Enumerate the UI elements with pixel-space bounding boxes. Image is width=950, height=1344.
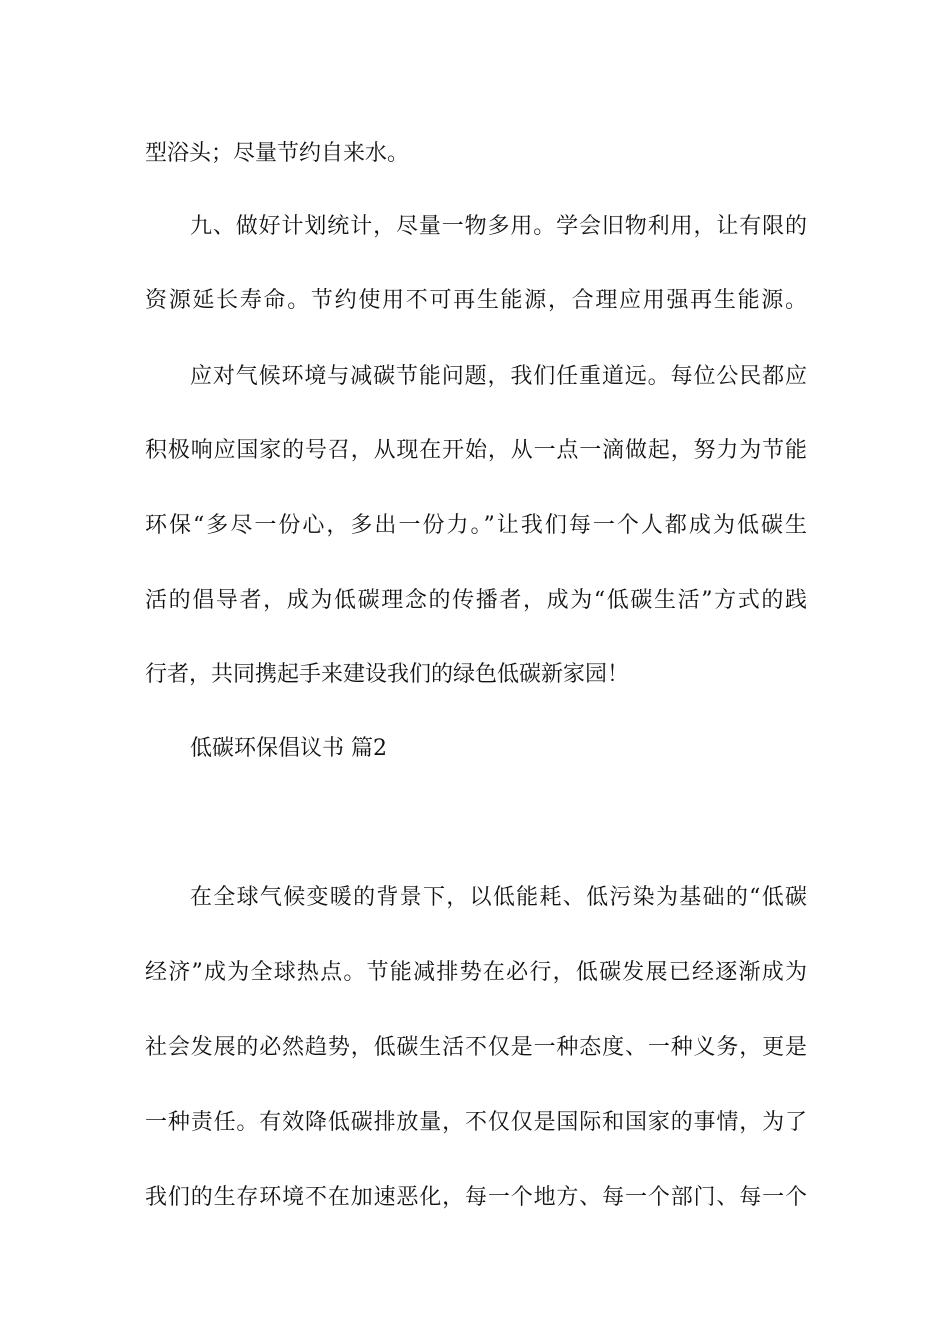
text-line: 社会发展的必然趋势，低碳生活不仅是一种态度、一种义务，更是 — [145, 1035, 807, 1060]
text-line: 我们的生存环境不在加速恶化，每一个地方、每一个部门、每一个 — [145, 1185, 807, 1210]
text-line: 九、做好计划统计，尽量一物多用。学会旧物利用，让有限的 — [190, 214, 807, 239]
text-line: 型浴头；尽量节约自来水。 — [145, 141, 410, 166]
text-line: 在全球气候变暖的背景下，以低能耗、低污染为基础的“低碳 — [190, 885, 807, 910]
text-line: 积极响应国家的号召，从现在开始，从一点一滴做起，努力为节能 — [145, 438, 807, 463]
text-line: 应对气候环境与减碳节能问题，我们任重道远。每位公民都应 — [190, 364, 807, 389]
text-line: 活的倡导者，成为低碳理念的传播者，成为“低碳生活”方式的践 — [145, 588, 807, 613]
text-line: 行者，共同携起手来建设我们的绿色低碳新家园！ — [145, 662, 630, 687]
text-line: 环保“多尽一份心，多出一份力。”让我们每一个人都成为低碳生 — [145, 513, 807, 538]
text-line: 一种责任。有效降低碳排放量，不仅仅是国际和国家的事情，为了 — [145, 1110, 807, 1135]
section-heading: 低碳环保倡议书 篇2 — [190, 736, 387, 761]
text-line: 资源延长寿命。节约使用不可再生能源，合理应用强再生能源。 — [145, 288, 807, 313]
text-line: 经济”成为全球热点。节能减排势在必行，低碳发展已经逐渐成为 — [145, 960, 807, 985]
